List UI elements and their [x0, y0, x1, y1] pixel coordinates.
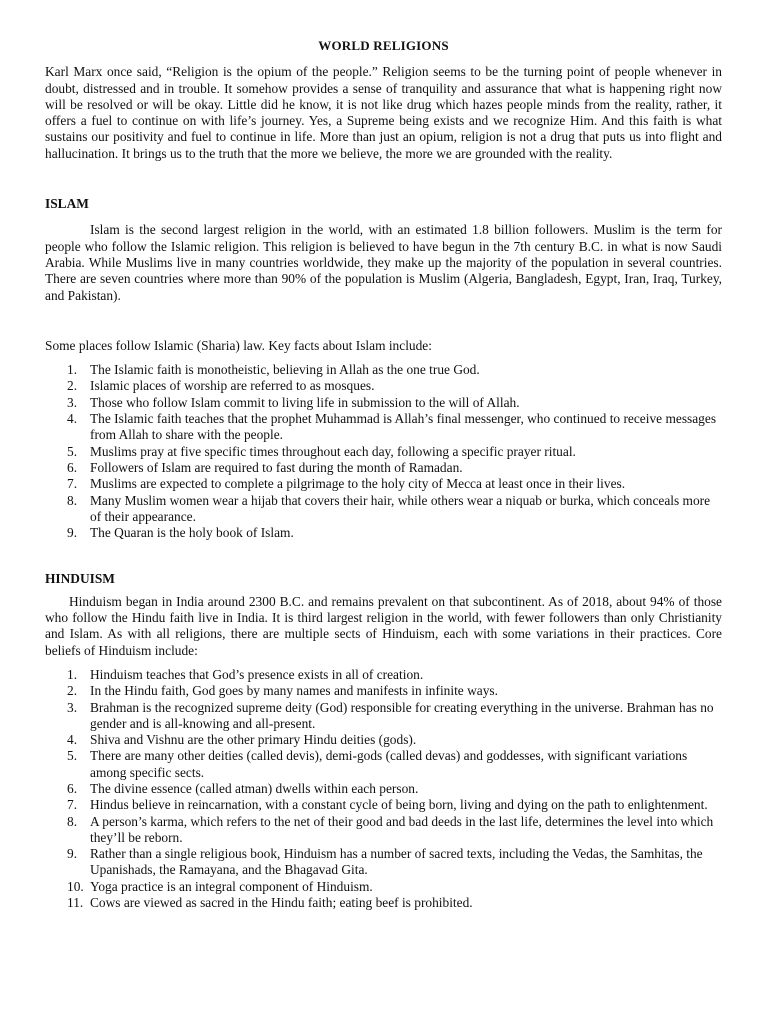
- hinduism-heading: HINDUISM: [45, 571, 115, 587]
- list-item-text: Cows are viewed as sacred in the Hindu faith; eating beef is prohibited.: [90, 895, 473, 911]
- list-number: 10.: [67, 878, 84, 894]
- list-number: 7.: [67, 797, 78, 813]
- list-item-text: There are many other deities (called devis), demi-gods (called devas) and goddesses, with significant variations among specific sects.: [90, 748, 688, 780]
- list-item: [45, 667, 722, 683]
- list-item: [45, 525, 722, 541]
- list-item: [45, 732, 722, 748]
- list-number: 11.: [67, 895, 84, 911]
- list-item-text: Islamic places of worship are referred to as mosques.: [90, 378, 375, 394]
- list-item-text: The Quaran is the holy book of Islam.: [90, 525, 294, 541]
- list-item: [45, 460, 722, 476]
- page-title: WORLD RELIGIONS: [318, 38, 449, 53]
- list-number: 6.: [67, 459, 78, 475]
- list-item-text: Those who follow Islam commit to living life in submission to the will of Allah.: [90, 394, 520, 410]
- list-item: [45, 814, 722, 847]
- list-number: 4.: [67, 732, 78, 748]
- list-item-text: In the Hindu faith, God goes by many names and manifests in infinite ways.: [90, 683, 498, 699]
- list-number: 1.: [67, 362, 78, 378]
- list-item: [45, 683, 722, 699]
- list-item: [45, 378, 722, 394]
- list-item: [45, 846, 722, 879]
- list-number: 2.: [67, 683, 78, 699]
- list-number: 1.: [67, 666, 78, 682]
- list-item: [45, 879, 722, 895]
- list-number: 7.: [67, 476, 78, 492]
- list-item-text: Hinduism teaches that God’s presence exists in all of creation.: [90, 666, 424, 682]
- list-item: [45, 476, 722, 492]
- list-item: [45, 895, 722, 911]
- list-number: 5.: [67, 748, 78, 764]
- list-number: 8.: [67, 813, 78, 829]
- list-item-text: The Islamic faith is monotheistic, believing in Allah as the one true God.: [90, 362, 480, 378]
- list-item-text: A person’s karma, which refers to the net of their good and bad deeds in the last life, determines the level into which they’ll be reborn.: [90, 813, 714, 845]
- list-number: 3.: [67, 394, 78, 410]
- list-item: [45, 493, 722, 526]
- islam-key-facts-intro: Some places follow Islamic (Sharia) law. Key facts about Islam include:: [45, 337, 432, 353]
- list-item-text: Shiva and Vishnu are the other primary Hindu deities (gods).: [90, 732, 417, 748]
- intro-paragraph: Karl Marx once said, “Religion is the opium of the people.” Religion seems to be the turning point of people whenever in doubt, distressed and in trouble. It somehow provides a sense of tranquility and assurance that what is happening right now will be resolved or will be okay. Little did he know, it is not like drug which hazes people minds from the reality, rather, it offers a fuel to continue on with life’s journey. Yes, a Supreme being exists and we recognize Him. And this faith is what sustains our positivity and fuel to continue in life. More than just an opium, religion is not a drug that puts us into flight and hallucination. It brings us to the truth that the more we believe, the more we are grounded with the reality.: [45, 64, 722, 161]
- list-item-text: Muslims pray at five specific times throughout each day, following a specific prayer ritual.: [90, 443, 576, 459]
- list-number: 9.: [67, 525, 78, 541]
- list-item-text: Muslims are expected to complete a pilgrimage to the holy city of Mecca at least once in their lives.: [90, 476, 626, 492]
- list-item-text: The divine essence (called atman) dwells within each person.: [90, 780, 419, 796]
- list-number: 2.: [67, 378, 78, 394]
- islam-heading: ISLAM: [45, 196, 89, 212]
- list-number: 9.: [67, 846, 78, 862]
- list-item: [45, 411, 722, 444]
- list-number: 5.: [67, 443, 78, 459]
- list-item-text: Yoga practice is an integral component of Hinduism.: [90, 878, 373, 894]
- list-item-text: Followers of Islam are required to fast during the month of Ramadan.: [90, 459, 463, 475]
- hinduism-beliefs-list: [45, 667, 722, 911]
- list-item: [45, 395, 722, 411]
- islam-paragraph: Islam is the second largest religion in the world, with an estimated 1.8 billion followers. Muslim is the term for people who follow the Islamic religion. This religion is believed to have begun in the 7th century B.C. in what is now Saudi Arabia. While Muslims live in many countries worldwide, they make up the majority of the population in several countries. There are seven countries where more than 90% of the population is Muslim (Algeria, Bangladesh, Egypt, Iran, Iraq, Turkey, and Pakistan).: [45, 222, 722, 303]
- hinduism-paragraph: Hinduism began in India around 2300 B.C. and remains prevalent on that subcontinent. As of 2018, about 94% of those who follow the Hindu faith live in India. It is third largest religion in the world, with fewer followers than only Christianity and Islam. As with all religions, there are multiple sects of Hinduism, each with some variations in their practices. Core beliefs of Hinduism include:: [45, 593, 722, 658]
- list-number: 8.: [67, 492, 78, 508]
- list-item-text: The Islamic faith teaches that the prophet Muhammad is Allah’s final messenger, who continued to receive messages from Allah to share with the people.: [90, 411, 717, 443]
- list-item: [45, 797, 722, 813]
- list-number: 3.: [67, 699, 78, 715]
- list-number: 6.: [67, 780, 78, 796]
- list-item-text: Rather than a single religious book, Hinduism has a number of sacred texts, including the Vedas, the Samhitas, the Upanishads, the Ramayana, and the Bhagavad Gita.: [90, 846, 703, 878]
- list-item-text: Hindus believe in reincarnation, with a constant cycle of being born, living and dying on the path to enlightenment.: [90, 797, 708, 813]
- islam-facts-list: [45, 362, 722, 541]
- list-item: [45, 748, 722, 781]
- list-number: 4.: [67, 411, 78, 427]
- list-item: [45, 781, 722, 797]
- list-item-text: Brahman is the recognized supreme deity (God) responsible for creating everything in the universe. Brahman has no gender and is all-knowing and all-present.: [90, 699, 714, 731]
- list-item-text: Many Muslim women wear a hijab that covers their hair, while others wear a niquab or burka, which conceals more of their appearance.: [90, 492, 711, 524]
- list-item: [45, 444, 722, 460]
- list-item: [45, 362, 722, 378]
- list-item: [45, 700, 722, 733]
